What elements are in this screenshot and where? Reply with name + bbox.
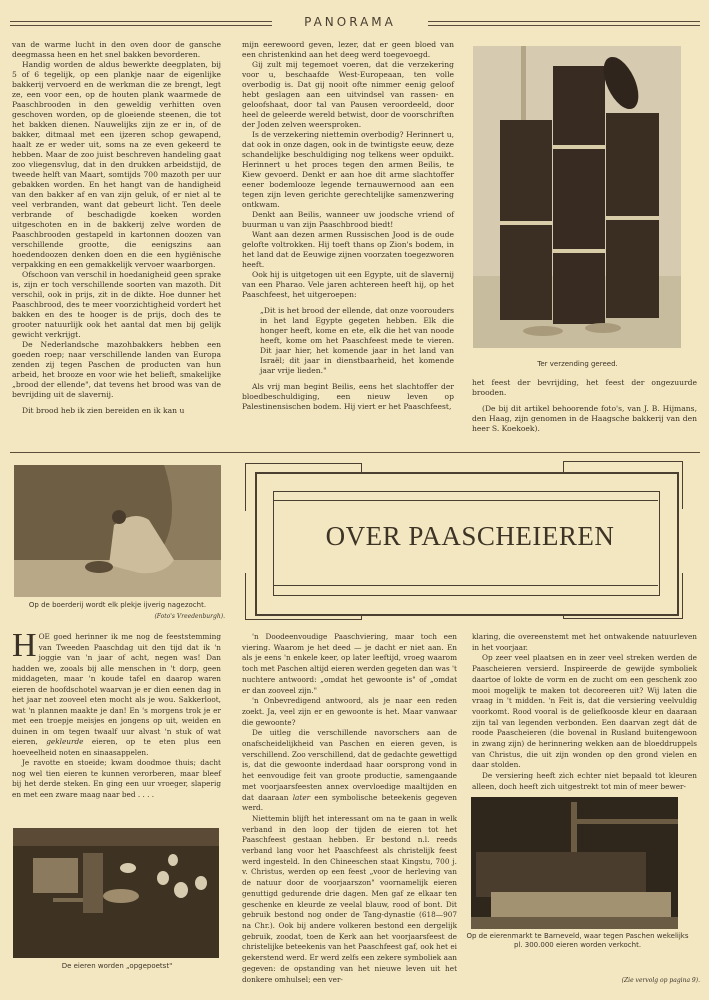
quote-block: „Dit is het brood der ellende, dat onze voorouders in het land Egypte gegeten hebben. Elk die honger heeft, kome en ete, elk die het van noode heeft, kome om het Paaschfeest mede te vieren. Dit jaar hier, het komende jaar in het land van Israël; dit jaar in dienstbaarheid, het komende jaar vrije lieden.": [260, 306, 454, 375]
article-title-frame: [245, 461, 705, 621]
paragraph: De Nederlandsche mazohbakkers hebben een goeden roep; naar verschillende landen van Europa zenden zij tegen Paschen de producten van hun arbeid, het brooze en voor wie het belieft, smakelijke „brood der ellende", dat tevens het brood was van de bevrijding uit de slavernij.: [12, 340, 221, 399]
paragraph: Denkt aan Beilis, wanneer uw joodsche vriend of buurman u van zijn Paaschbrood biedt!: [242, 210, 454, 229]
paragraph: het feest der bevrijding, het feest der ongezuurde brooden.: [472, 378, 697, 397]
emphasis: later: [292, 792, 311, 802]
text: De uitleg die verschillende navorschers aan de onafscheidelijkheid van Paschen en eieren geven, is verschillend. Zoo verschillend, dat de gedachte gewettigd is, dat die gewoonte inderdaad haar oorsprong vond in het eenvoudige feit van groote productie, samengaande met voorjaarsfeesten annex overvloedige maaltijden en dat daaraan: [242, 728, 457, 802]
frame-line: [273, 585, 658, 586]
article-title: OVER PAASCHEIEREN: [325, 521, 615, 551]
drop-cap: H: [12, 627, 37, 664]
photo-caption: Ter verzending gereed.: [537, 360, 618, 368]
paragraph: [12, 627, 221, 758]
text: een symbolische beteekenis gegeven werd.: [242, 792, 457, 813]
paragraph: Is de verzekering niettemin overbodig? Herinnert u, dat ook in onze dagen, ook in de twintigste eeuw, deze schandelijke beschuldiging nog telkens weer opduikt. Herinnert u het proces tegen den armen Beilis, te Kiew gevoerd. Denkt er aan hoe dit arme slachtoffer eener bodemlooze legende ternauwernood aan een tegen zijn leven gerichte gerechtelijke samenzwering ontkwam.: [242, 130, 454, 209]
text: OE goed herinner ik me nog de feeststemming van Tweeden Paaschdag uit den tijd dat ik 'n joggie van 'n jaar of acht, negen was! Dan hadden we, zooals bij alle menschen in 't dorp, geen middageten, maar 'n koude tafel en daarop waren eieren de hoofdschotel waarvan je er dien eenen dag in het jaar net zooveel eten mocht als je wou. Sakkerloot, wat 'n plannen maakte je dan! En 's morgens trok je er met een troepje meisjes en jongens op uit, weiden en duinen in om tegen twaalf uur alvast 'n stuk of wat eieren,: [12, 632, 221, 746]
paragraph: klaring, die overeenstemt met het ontwakende natuurleven in het voorjaar.: [472, 632, 697, 652]
article1-column-3: [472, 378, 697, 434]
paragraph: Want aan dezen armen Russischen Jood is de oude gelofte voltrokken. Hij toeft thans op Zion's bodem, in het land dat de Eeuwige zijnen voorzaten toegezworen heeft.: [242, 230, 454, 269]
photo-shipping-boxes: [473, 46, 681, 348]
paragraph: 'n Doodeenvoudige Paaschviering, maar toch een viering. Waarom je het deed — je dacht er niet aan. En als je eens 'n enkele keer, op later leeftijd, vroeg waarom toch met Paschen altijd eieren werden gegeten dan was 't nuchtere antwoord: „omdat het gewoonte is" of „omdat er dan zooveel zijn.": [242, 632, 457, 695]
photo-egg-market: [471, 797, 678, 929]
emphasis: gekleurde: [46, 737, 84, 746]
photo-egg-polishing: [13, 828, 219, 958]
paragraph: Niettemin blijft het interessant om na te gaan in welk verband in den loop der tijden de eieren tot het Paaschfeest gestaan hebben. Er bestond n.l. reeds verband lang voor het Paaschfeest als christelijk feest werd ingesteld. In den Chineeschen staat Kingstu, 700 j. v. Christus, werden op een feest „voor de herleving van de natuur door de voorjaarszon" voornamelijk eieren genuttigd gedurende drie dagen. Men gaf ze elkaar ten geschenke en kleurde ze veelal blauw, rood of bont. Dit gebruik bestond nog onder de Tang-dynastie (618—907 na Chr.). Ook bij andere volkeren bestond een dergelijk gebruik, zoodat, toen de Kerk aan het voorjaarsfeest de christelijke beteekenis van het Paaschfeest gaf, ook het ei gekerstend werd. Er werd zelfs een zekere symboliek aan gegeven: de opstanding van het nieuwe leven uit het donkere omhulsel; een ver-: [242, 813, 457, 984]
article1-column-2: [242, 40, 454, 412]
farm-illustration: [14, 465, 221, 597]
article1-column-1: [12, 40, 221, 416]
continued-note: (Zie vervolg op pagina 9).: [621, 977, 700, 984]
paragraph: Dit brood heb ik zien bereiden en ik kan u: [22, 406, 185, 415]
article2-column-3: [472, 632, 697, 793]
photo-farm-woman: [14, 465, 221, 597]
text: eieren, op te eten plus een hoeveelheid noten en sinaasappelen.: [12, 737, 221, 757]
paragraph: 'n Onbevredigend antwoord, als je naar een reden zoekt. Ja, veel zijn er en gewoonte is het. Maar vanwaar die gewoonte?: [242, 696, 457, 727]
header-rule-right: [428, 21, 700, 26]
photo-caption: De eieren worden „opgepoetst": [61, 962, 173, 970]
photo-caption: Op de eierenmarkt te Barneveld, waar tegen Paschen wekelijks pl. 300.000 eieren worden verkocht.: [466, 932, 689, 949]
header-rule-left: [10, 21, 272, 26]
article2-column-2: [242, 632, 457, 985]
photo-caption: Op de boerderij wordt elk plekje ijverig nagezocht.: [28, 601, 207, 609]
market-illustration: [471, 797, 678, 929]
paragraph: Handig worden de aldus bewerkte deegplaten, bij 5 of 6 tegelijk, op een plankje naar de eigenlijke bakkerij vervoerd en de werkman die ze brengt, legt ze, een voor een, op de houten plank waarmede de Paaschbrooden in den geweldig verhitten oven geschoven worden, op de gloeiende steenen, die tot het bakken dienen. Nauwelijks zijn ze er in, of de bakker, ditmaal met een ijzeren schop gewapend, haalt ze er weder uit, soms na ze even gekeerd te hebben. Maar de zoo juist beschreven handeling gaat zoo vliegensvlug, dat in den drukken arbeidstijd, de tweede helft van Maart, somtijds 700 mazoth per uur gebakken worden. En het hangt van de handigheid van den bakker af en van zijn geluk, of er niet al te veel verbranden, want dat gebeurt licht. Ten deele verbrande of beschadigde koeken worden uitgeschoten en in de bakkerij zelve worden de Paaschbrooden gestapeld in kartonnen doozen van verschillende grootte, die eenigszins aan hoedendoozen denken doen en die een hygiënische verpakking en een gemakkelijk vervoer waarborgen.: [12, 60, 221, 269]
poultry-illustration: [13, 828, 219, 958]
photo-credits: (De bij dit artikel behoorende foto's, van J. B. Hijmans, den Haag, zijn genomen in de Haagsche bakkerij van den heer S. Koekoek).: [472, 404, 697, 433]
paragraph: Ook hij is uitgetogen uit een Egypte, uit de slavernij van een Pharao. Vele jaren achtereen heeft hij, op het Paaschfeest, het uitgeroepen:: [242, 270, 454, 299]
paragraph: Op zeer veel plaatsen en in zeer veel streken werden de Paascheieren versierd. Inspireerde de gewijde symboliek daartoe of lokte de vorm en de zucht om een geschenk zoo mooi mogelijk te maken tot decoreeren uit? Wij laten die vraag in 't midden. 'n Feit is, dat die versiering veelvuldig voorkomt. Rood vooral is de geliefkoosde kleur en daaraan zijn tal van legenden verbonden. Een daarvan zegt dát de roode Paascheieren (die bovenal in Rusland buitengewoon in zwang zijn) de herinnering wekken aan de bloeddruppels van Christus, die uit zijn wonden op den grond vielen en daar stolden.: [472, 653, 697, 770]
paragraph: Ofschoon van verschil in hoedanigheid geen sprake is, zijn er toch verschillende soorten van mazoth. Dit verschil, ook in prijs, zit in de dikte. Hoe dunner het Paaschbrood, des te meer voorzichtigheid vordert het bakken en des te hooger is de prijs, doch des te grooter natuurlijk ook het aantal dat men bij gelijk gewicht verkrijgt.: [12, 270, 221, 339]
paragraph: Je ravotte en stoeide; kwam doodmoe thuis; dacht nog wel tien eieren te kunnen verorberen, maar bleef bij het derde steken. En ging een uur vroeger, slaperig en met een zware maag naar bed . . . .: [12, 758, 221, 799]
paragraph: De versiering heeft zich echter niet bepaald tot kleuren alleen, doch heeft zich uitgestrekt tot min of meer bewer-: [472, 771, 697, 791]
paragraph: mijn eerewoord geven, lezer, dat er geen bloed van een christenkind aan het deeg werd toegevoegd.: [242, 40, 454, 59]
paragraph: van de warme lucht in den oven door de gansche deegmassa heen en het snel bakken bevorderen.: [12, 40, 221, 59]
photo-credit: (Foto's Vreedenburgh).: [154, 613, 225, 620]
page-header: [10, 16, 700, 30]
paragraph: Als vrij man begint Beilis, eens het slachtoffer der bloedbeschuldiging, een nieuw leven op Palestinensischen bodem. Hij viert er het Paaschfeest,: [242, 382, 454, 411]
frame-line: [273, 500, 658, 501]
magazine-title: PANORAMA: [304, 15, 396, 29]
section-divider: [10, 452, 700, 453]
paragraph: Gij zult mij tegemoet voeren, dat die verzekering voor u, beschaafde West-Europeaan, ten volle overbodig is. Dat gij nooit ofte nimmer eenig geloof hebt geslagen aan een uitvindsel van rassen- en geloofshaat, door tal van Pausen veroordeeld, door heel de geleerde wereld betwist, door de voorschriften der Joden zelven weersproken.: [242, 60, 454, 129]
article2-column-1: [12, 627, 221, 800]
paragraph: [242, 728, 457, 814]
boxes-illustration: [473, 46, 681, 348]
